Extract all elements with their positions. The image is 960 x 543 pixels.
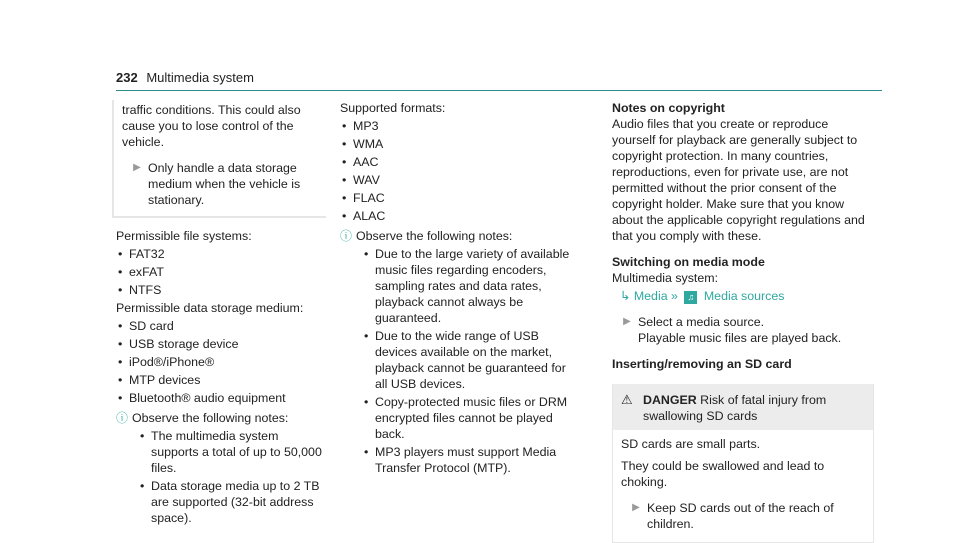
- list-item: • AAC: [340, 154, 578, 170]
- list-item: • iPod®/iPhone®: [116, 354, 326, 370]
- page-title: Multimedia system: [146, 70, 254, 85]
- observe-text: Observe the following notes:: [132, 411, 289, 425]
- list-item: • MP3 players must support Media Transfer Protocol (MTP).: [362, 444, 578, 476]
- list-item: • Bluetooth® audio equipment: [116, 390, 326, 406]
- media-sources-icon: ♫: [684, 291, 697, 304]
- action-step: [126, 160, 326, 208]
- path-media-sources: Media sources: [703, 289, 785, 303]
- info-icon: ⓘ: [340, 229, 353, 243]
- step-result: Playable music files are played back.: [638, 331, 842, 345]
- danger-body: [613, 430, 873, 542]
- fs-heading: Permissible file systems:: [116, 229, 252, 243]
- list-item: • Copy-protected music files or DRM encrypted files cannot be played back.: [362, 394, 578, 442]
- step-arrow-icon: ▶: [632, 502, 640, 513]
- chevron-right-icon: »: [671, 289, 678, 303]
- list-item: • ALAC: [340, 208, 578, 224]
- list-item: • Due to the large variety of available music files regarding encoders, sampling rates and data rates, playback cannot always be guaranteed.: [362, 246, 578, 326]
- danger-text: They could be swallowed and lead to choking.: [621, 459, 825, 489]
- switch-heading: Switching on media mode: [612, 255, 765, 269]
- observe-list: [138, 428, 326, 526]
- observe-text: Observe the following notes:: [356, 229, 513, 243]
- observe-note: [340, 228, 578, 244]
- menu-path-intro: Multimedia system:: [612, 271, 719, 285]
- danger-title: Risk of fatal injury from swallowing SD cards: [643, 393, 827, 423]
- column-middle: [340, 100, 578, 478]
- step-text: Select a media source.: [638, 315, 765, 329]
- list-item: • Data storage media up to 2 TB are supported (32-bit address space).: [138, 478, 326, 526]
- medium-list: [116, 318, 326, 406]
- list-item: • SD card: [116, 318, 326, 334]
- danger-step: [625, 500, 865, 532]
- formats-list: [340, 118, 578, 224]
- menu-path: [620, 288, 874, 304]
- step-arrow-icon: ▶: [623, 316, 631, 327]
- fs-list: [116, 246, 326, 298]
- list-item: • exFAT: [116, 264, 326, 280]
- formats-heading: Supported formats:: [340, 101, 446, 115]
- step-text: Only handle a data storage medium when the vehicle is stationary.: [148, 161, 301, 207]
- list-item: • Due to the wide range of USB devices available on the market, playback cannot be guaranteed for all USB devices.: [362, 328, 578, 392]
- select-step: [616, 314, 874, 346]
- path-media: Media: [633, 289, 668, 303]
- warning-triangle-icon: ⚠: [621, 392, 633, 407]
- warning-continuation: [112, 100, 326, 218]
- info-icon: ⓘ: [116, 411, 129, 425]
- list-item: • FLAC: [340, 190, 578, 206]
- list-item: • NTFS: [116, 282, 326, 298]
- page-number: 232: [116, 70, 138, 85]
- column-right: [612, 100, 874, 543]
- danger-label: DANGER: [643, 393, 697, 407]
- list-item: • The multimedia system supports a total of up to 50,000 files.: [138, 428, 326, 476]
- insert-heading: Inserting/removing an SD card: [612, 357, 792, 371]
- observe-list: [362, 246, 578, 476]
- danger-text: SD cards are small parts.: [621, 437, 761, 451]
- copyright-text: Audio files that you create or reproduce yourself for playback are generally subject to copyright protection. In many countries, reproductions, even for private use, are not permitted without the prior consent of the copyright holder. Make sure that you know about the applicable copyright regulations and that you comply with these.: [612, 117, 865, 243]
- danger-header: [613, 384, 873, 430]
- observe-note: [116, 410, 326, 426]
- note-text: traffic conditions. This could also cause you to lose control of the vehicle.: [122, 103, 301, 149]
- step-text: Keep SD cards out of the reach of children.: [647, 501, 834, 531]
- list-item: • WAV: [340, 172, 578, 188]
- return-arrow-icon: ↳: [620, 289, 631, 303]
- list-item: • WMA: [340, 136, 578, 152]
- page-header: [116, 70, 882, 91]
- danger-box: [612, 384, 874, 543]
- step-arrow-icon: ▶: [133, 162, 141, 173]
- list-item: • USB storage device: [116, 336, 326, 352]
- medium-heading: Permissible data storage medium:: [116, 301, 304, 315]
- list-item: • MTP devices: [116, 372, 326, 388]
- list-item: • MP3: [340, 118, 578, 134]
- list-item: • FAT32: [116, 246, 326, 262]
- copyright-heading: Notes on copyright: [612, 101, 725, 115]
- column-left: [116, 100, 326, 528]
